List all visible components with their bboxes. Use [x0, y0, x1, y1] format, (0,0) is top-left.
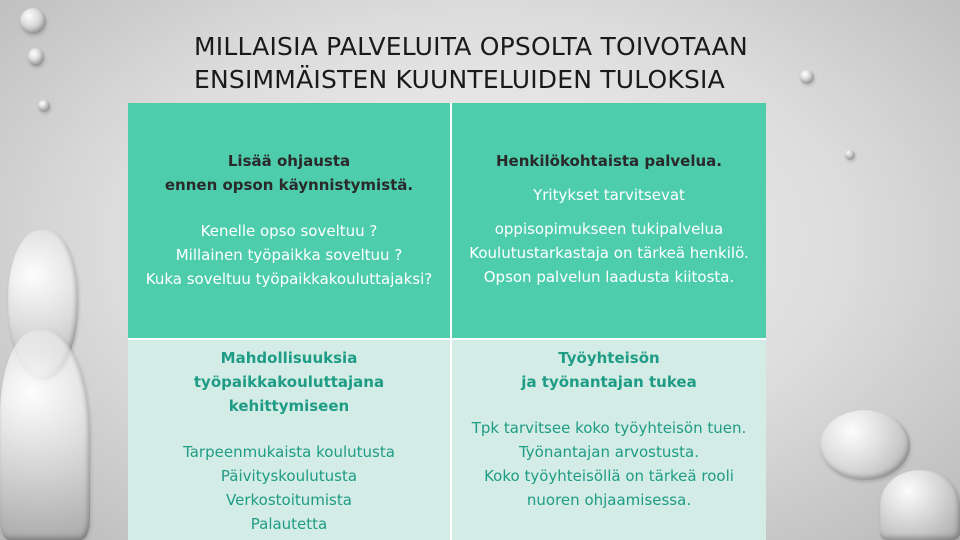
quadrant-heading: Työyhteisön: [558, 349, 660, 367]
text-line: Koulutustarkastaja on tärkeä henkilö.: [469, 244, 749, 262]
quadrant-bottom-left: [128, 340, 452, 540]
text-line: Opson palvelun laadusta kiitosta.: [483, 268, 735, 286]
question-item: Kuka soveltuu työpaikkakouluttajaksi?: [145, 270, 433, 288]
quadrant-heading: Mahdollisuuksia: [220, 349, 358, 367]
water-drop-decoration: [0, 330, 90, 540]
slide-title: [194, 30, 894, 96]
water-drop-decoration: [20, 8, 46, 34]
quadrant-heading: ennen opson käynnistymistä.: [164, 176, 414, 194]
quadrant-heading: Henkilökohtaista palvelua.: [496, 152, 722, 170]
text-line: nuoren ohjaamisessa.: [526, 491, 692, 509]
text-line: Työnantajan arvostusta.: [518, 443, 700, 461]
water-drop-decoration: [880, 470, 960, 540]
quadrant-grid: [128, 103, 766, 540]
text-line: Yritykset tarvitsevat: [533, 186, 685, 204]
list-item: Verkostoitumista: [226, 491, 352, 509]
quadrant-heading: kehittymiseen: [228, 397, 350, 415]
water-drop-decoration: [28, 48, 44, 66]
list-item: Päivityskoulutusta: [220, 467, 358, 485]
quadrant-top-right: [452, 103, 766, 340]
water-drop-decoration: [38, 100, 50, 112]
water-drop-decoration: [845, 150, 855, 160]
list-item: Palautetta: [250, 515, 328, 533]
quadrant-heading: Lisää ohjausta: [227, 152, 351, 170]
list-item: Tarpeenmukaista koulutusta: [183, 443, 395, 461]
question-item: Millainen työpaikka soveltuu ?: [175, 246, 403, 264]
water-drop-decoration: [820, 410, 910, 480]
text-line: Koko työyhteisöllä on tärkeä rooli: [484, 467, 734, 485]
quadrant-heading: ja työnantajan tukea: [521, 373, 697, 391]
quadrant-bottom-right: [452, 340, 766, 540]
question-item: Kenelle opso soveltuu ?: [200, 222, 378, 240]
text-line: oppisopimukseen tukipalvelua: [494, 220, 724, 238]
slide-title-line-1: MILLAISIA PALVELUITA OPSOLTA TOIVOTAAN: [194, 32, 748, 61]
text-line: Tpk tarvitsee koko työyhteisön tuen.: [471, 419, 747, 437]
quadrant-heading: työpaikkakouluttajana: [193, 373, 385, 391]
slide-title-line-2: ENSIMMÄISTEN KUUNTELUIDEN TULOKSIA: [194, 65, 725, 94]
quadrant-top-left: [128, 103, 452, 340]
